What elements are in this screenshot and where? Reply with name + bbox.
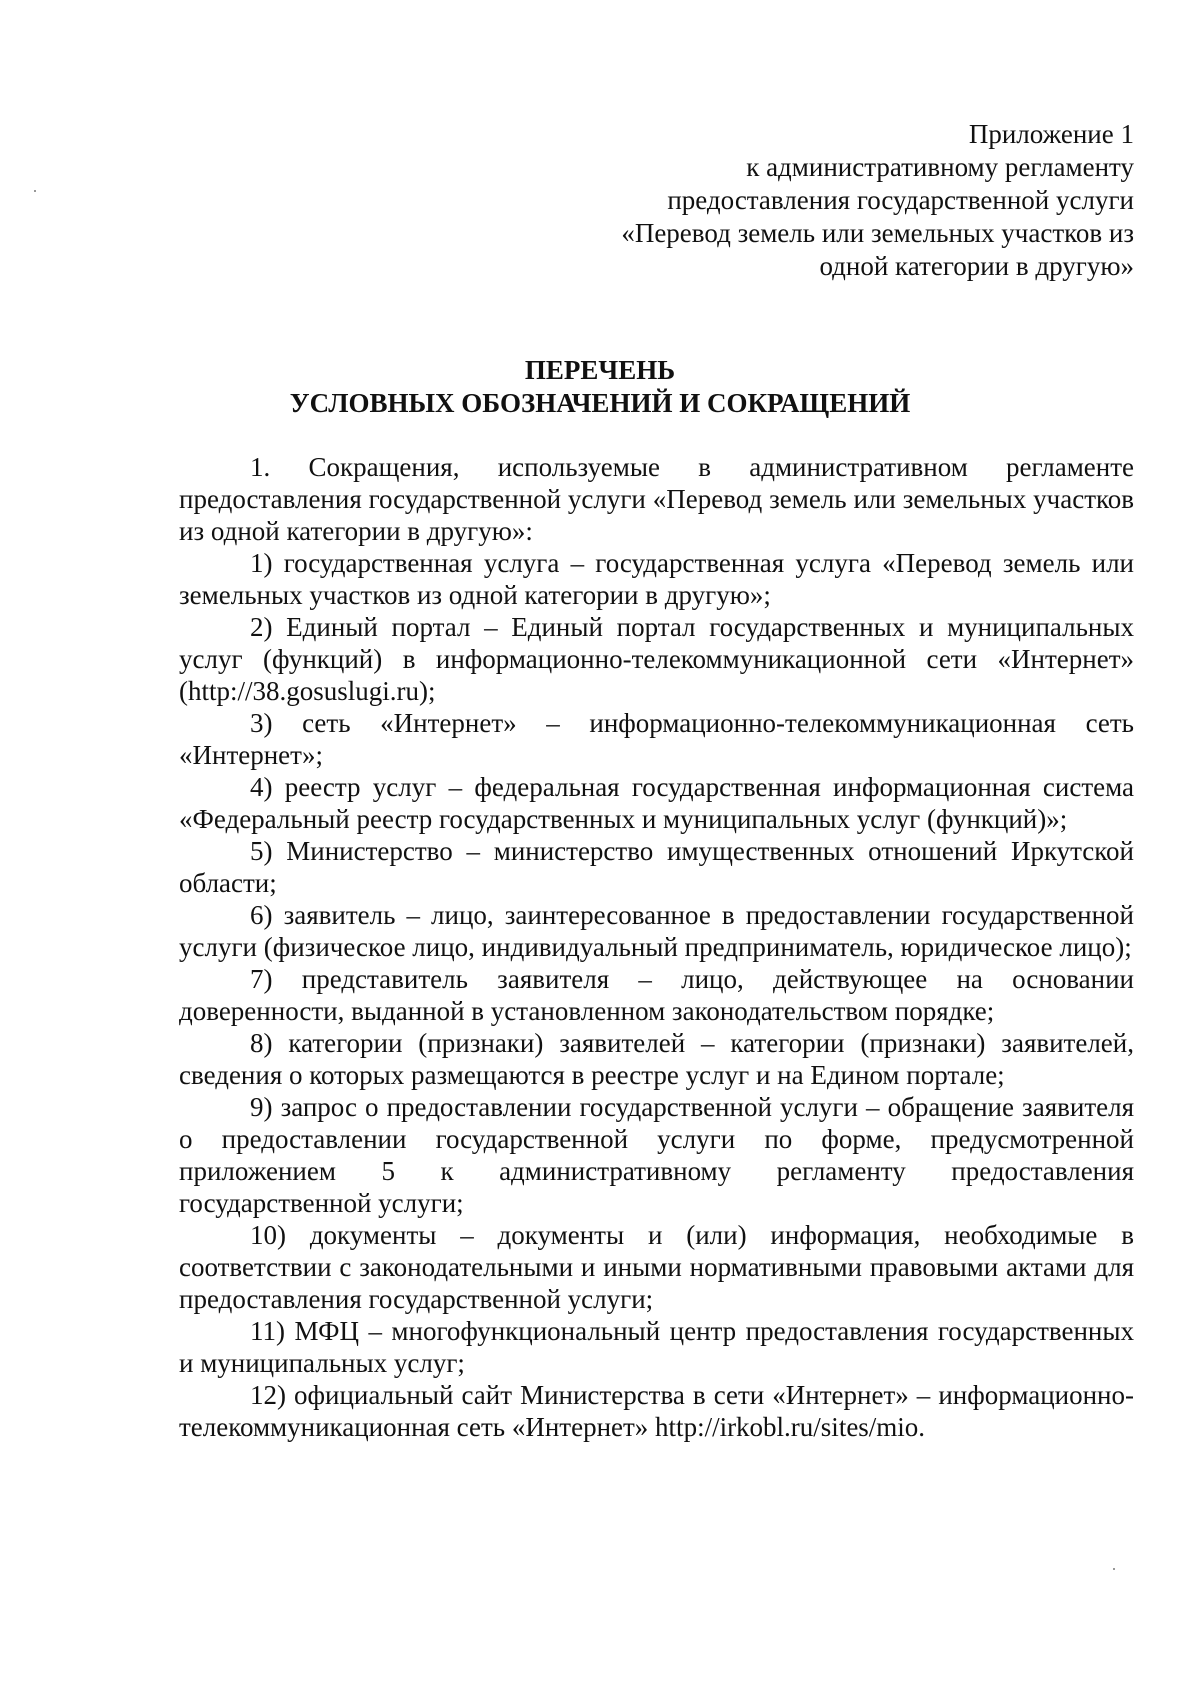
document-body [179,451,1134,1443]
attachment-line: Приложение 1 [968,119,1134,149]
attachment-line: одной категории в другую» [819,251,1134,281]
list-item-8: 8) категории (признаки) заявителей – категории (признаки) заявителей, сведения о которых размещаются в реестре услуг и на Едином портале; [179,1028,1134,1090]
list-item-12: 12) официальный сайт Министерства в сети «Интернет» – информационно-телекоммуникационная сеть «Интернет» http://irkobl.ru/sites/mio. [179,1380,1134,1442]
title-line-2: УСЛОВНЫХ ОБОЗНАЧЕНИЙ И СОКРАЩЕНИЙ [289,388,911,418]
document-title [0,354,1200,420]
list-item-6: 6) заявитель – лицо, заинтересованное в предоставлении государственной услуги (физическое лицо, индивидуальный предприниматель, юридическое лицо); [179,900,1134,962]
title-line-1: ПЕРЕЧЕНЬ [524,355,676,385]
list-item-3: 3) сеть «Интернет» – информационно-телекоммуникационная сеть «Интернет»; [179,708,1134,770]
list-item-1: 1) государственная услуга – государственная услуга «Перевод земель или земельных участков из одной категории в другую»; [179,548,1134,610]
list-item-11: 11) МФЦ – многофункциональный центр предоставления государственных и муниципальных услуг; [179,1316,1134,1378]
scan-speck [34,190,36,192]
list-item-4: 4) реестр услуг – федеральная государственная информационная система «Федеральный реестр государственных и муниципальных услуг (функций)»; [179,772,1134,834]
list-item-2: 2) Единый портал – Единый портал государственных и муниципальных услуг (функций) в информационно-телекоммуникационной сети «Интернет» (http://38.gosuslugi.ru); [179,612,1134,706]
list-item-9: 9) запрос о предоставлении государственной услуги – обращение заявителя о предоставлении государственной услуги по форме, предусмотренной приложением 5 к административному регламенту предоставления государственной услуги; [179,1092,1134,1218]
attachment-header [494,118,1134,283]
attachment-line: к административному регламенту [746,152,1134,182]
list-item-7: 7) представитель заявителя – лицо, действующее на основании доверенности, выданной в установленном законодательством порядке; [179,964,1134,1026]
attachment-line: предоставления государственной услуги [667,185,1134,215]
list-item-10: 10) документы – документы и (или) информация, необходимые в соответствии с законодательными и иными нормативными правовыми актами для предоставления государственной услуги; [179,1220,1134,1314]
attachment-line: «Перевод земель или земельных участков из [621,218,1134,248]
scan-speck [1113,1568,1115,1570]
list-item-5: 5) Министерство – министерство имущественных отношений Иркутской области; [179,836,1134,898]
paragraph-intro: 1. Сокращения, используемые в административном регламенте предоставления государственной услуги «Перевод земель или земельных участков из одной категории в другую»: [179,452,1134,546]
